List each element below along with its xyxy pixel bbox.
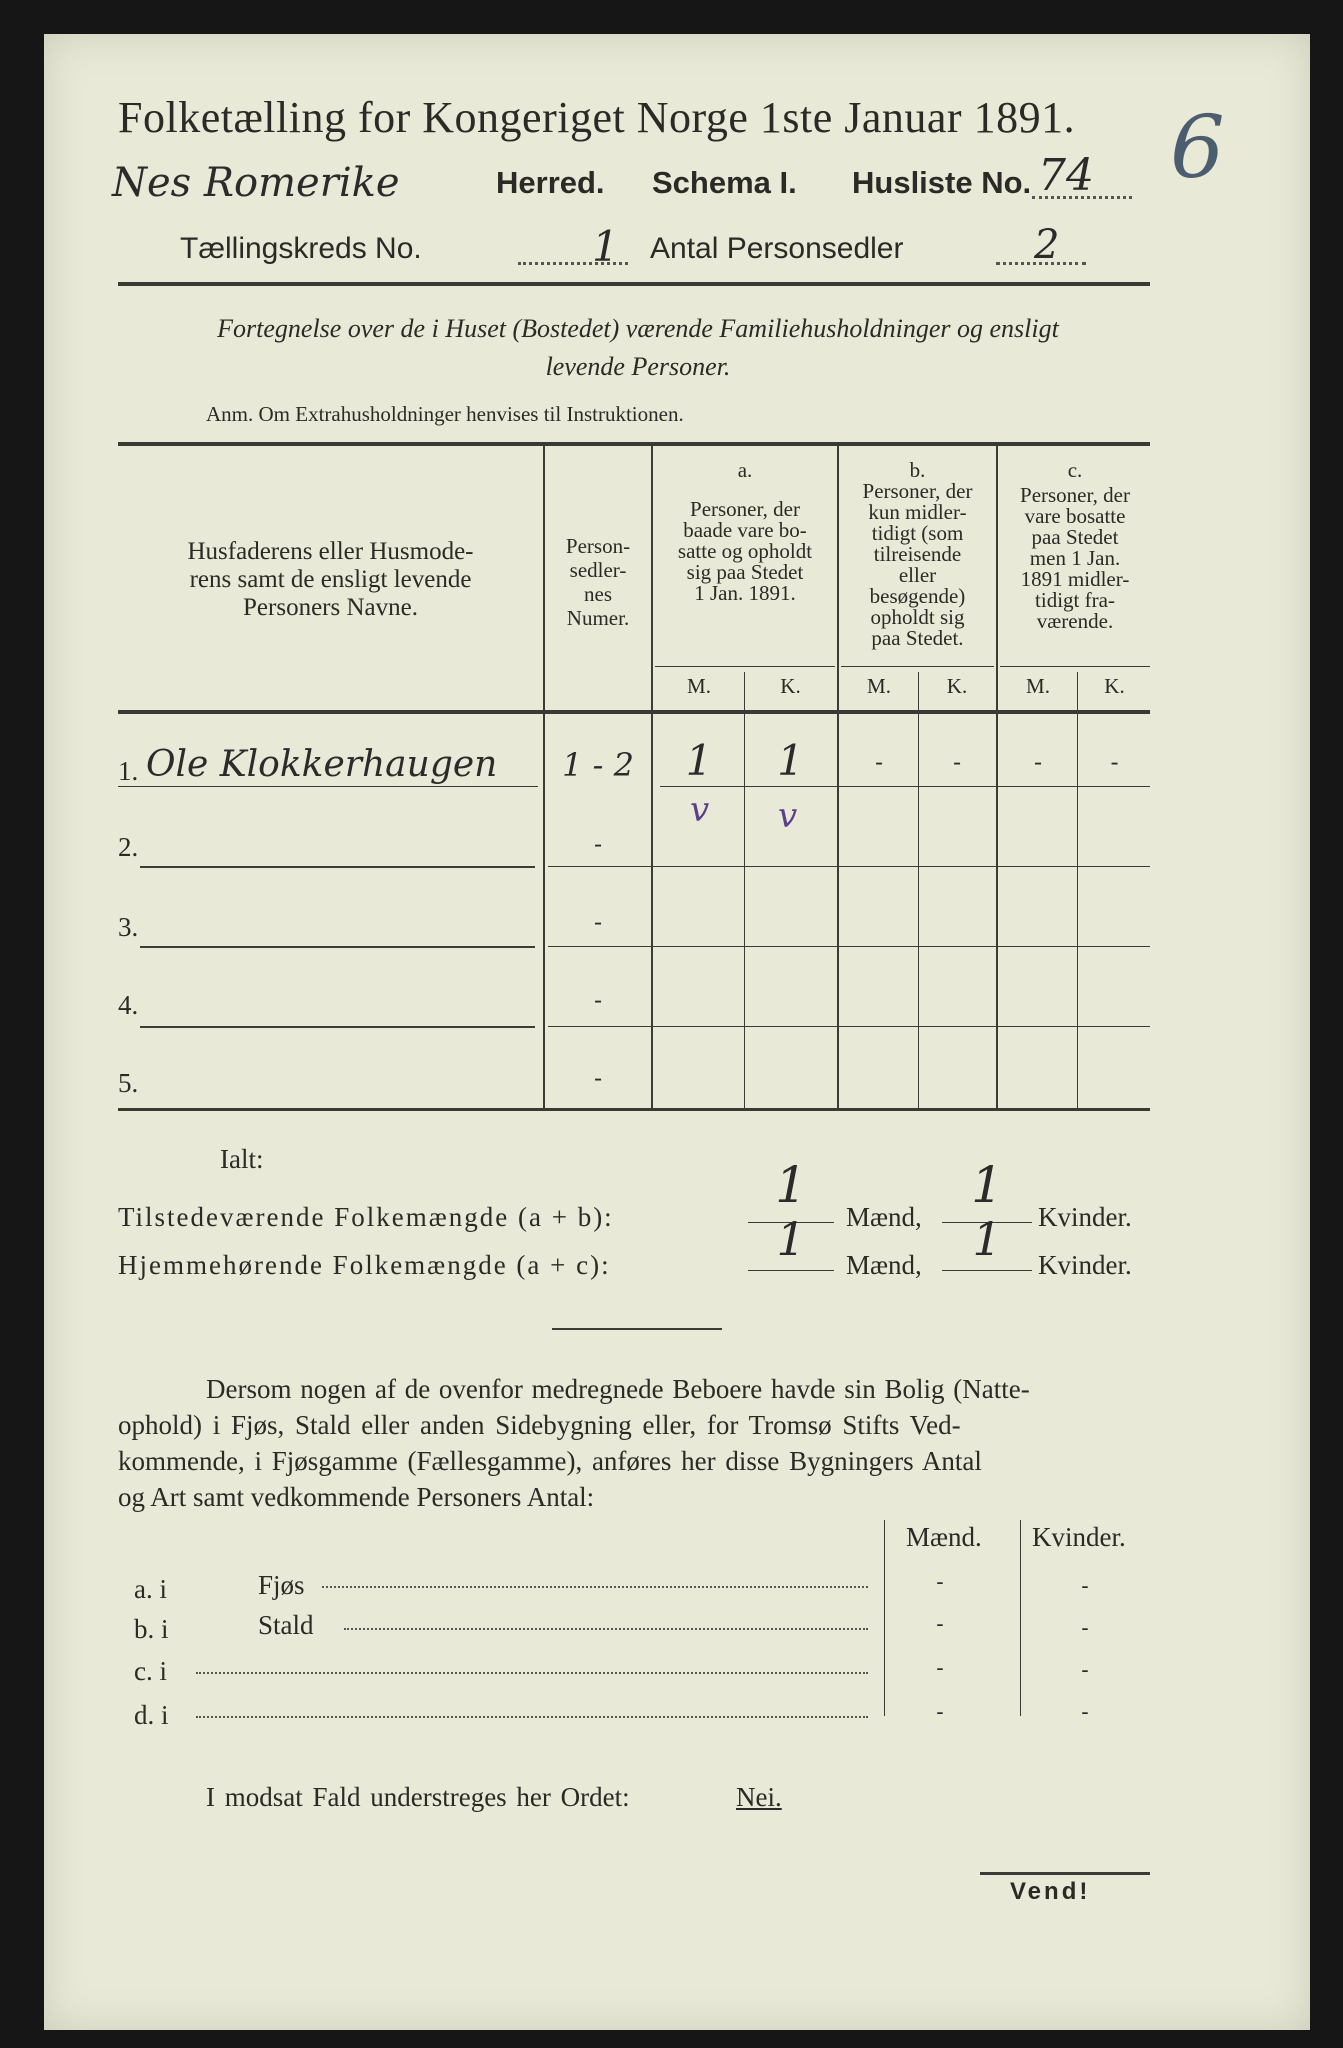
count-c-k: - <box>1110 748 1119 776</box>
col-b-line: opholdt sig <box>870 605 965 629</box>
col-b-k-label: K. <box>946 674 968 698</box>
col-a-m-label: M. <box>687 674 711 698</box>
building-dotted-line <box>344 1628 868 1630</box>
building-dotted-line <box>322 1586 868 1588</box>
col-a-letter: a. <box>737 458 753 482</box>
tilstede-kvinder-handwritten: 1 <box>971 1156 1003 1214</box>
intro-heading-line1: Fortegnelse over de i Huset (Bostedet) værende Familiehusholdninger og ensligt <box>217 314 1059 343</box>
col-header-number-line: sedler- <box>569 558 627 582</box>
row-line <box>140 866 535 868</box>
row-number: 4. <box>118 990 139 1020</box>
total-fill-line <box>748 1270 834 1271</box>
col-a-line: satte og opholdt <box>677 539 813 563</box>
col-c-line: paa Stedet <box>1031 525 1119 549</box>
building-maend-value: - <box>936 1700 944 1725</box>
hjemme-label: Hjemmehørende Folkemængde (a + c): <box>118 1250 611 1280</box>
buildings-divider <box>884 1520 885 1716</box>
col-header-number-line: Person- <box>565 534 631 558</box>
row-line <box>140 946 535 948</box>
buildings-col-kvinder: Kvinder. <box>1032 1522 1126 1552</box>
col-a-line: sig paa Stedet <box>686 560 804 584</box>
building-row-label: b. i <box>134 1614 169 1644</box>
row-number: 3. <box>118 912 139 942</box>
count-c-m: - <box>1033 748 1043 776</box>
building-kvinder-value: - <box>1081 1616 1089 1641</box>
buildings-para-line: ophold) i Fjøs, Stald eller anden Sidebygning eller, for Tromsø Stifts Ved- <box>118 1410 961 1440</box>
mk-subrule <box>655 666 835 667</box>
nei-word-underlined: Nei. <box>736 1782 782 1812</box>
intro-heading-line2: levende Personer. <box>545 352 731 381</box>
col-b-line: kun midler- <box>868 500 967 524</box>
col-c-letter: c. <box>1067 458 1083 482</box>
table-divider <box>543 446 545 1110</box>
building-maend-value: - <box>936 1570 944 1595</box>
husliste-number-handwritten: 74 <box>1038 150 1094 201</box>
col-b-line: tidigt (som <box>871 521 964 545</box>
kvinder-label: Kvinder. <box>1038 1250 1132 1280</box>
buildings-divider <box>1020 1520 1021 1716</box>
husliste-dotted-line <box>1032 196 1132 199</box>
count-b-m: - <box>874 748 884 776</box>
tilstede-maend-handwritten: 1 <box>775 1156 807 1214</box>
building-row-label: c. i <box>134 1656 167 1686</box>
table-divider <box>996 446 998 1110</box>
footer-rule <box>980 1872 1150 1875</box>
table-subdivider <box>918 672 919 1110</box>
col-header-number <box>547 534 649 630</box>
col-b-letter: b. <box>909 458 926 482</box>
col-b-m-label: M. <box>867 674 891 698</box>
husliste-label: Husliste No. <box>852 165 1032 200</box>
kreds-label: Tællingskreds No. <box>180 232 422 265</box>
building-kvinder-value: - <box>1081 1574 1089 1599</box>
buildings-para-line: og Art samt vedkommende Personers Antal: <box>118 1482 595 1512</box>
col-header-c <box>1000 460 1150 632</box>
hjemme-maend-handwritten: 1 <box>776 1212 806 1266</box>
table-divider <box>837 446 839 1110</box>
maend-label: Mænd, <box>846 1250 922 1280</box>
modsat-label: I modsat Fald understreges her Ordet: <box>206 1782 630 1812</box>
intro-note: Anm. Om Extrahusholdninger henvises til Instruktionen. <box>206 402 684 426</box>
building-row-name: Stald <box>258 1610 314 1640</box>
building-row-name: Fjøs <box>258 1570 305 1600</box>
building-dotted-line <box>196 1716 868 1718</box>
kvinder-label: Kvinder. <box>1038 1202 1132 1232</box>
row-line <box>660 786 1150 787</box>
col-c-line: vare bosatte <box>1024 504 1126 528</box>
row-line <box>548 946 1150 947</box>
row-line <box>548 866 1150 867</box>
building-row-label: a. i <box>134 1574 167 1604</box>
count-a-m: 1 <box>685 736 713 785</box>
building-maend-value: - <box>936 1612 944 1637</box>
col-header-b <box>841 460 994 649</box>
col-header-a <box>655 460 835 604</box>
check-mark: v <box>690 790 710 830</box>
form-title: Folketælling for Kongeriget Norge 1ste Januar 1891. <box>118 93 1076 142</box>
check-mark: v <box>778 796 798 836</box>
herred-name-handwritten: Nes Romerike <box>112 160 400 206</box>
col-b-line: eller <box>898 563 937 587</box>
personsedler-number: - <box>593 830 603 858</box>
building-kvinder-value: - <box>1081 1658 1089 1683</box>
herred-label: Herred. <box>496 165 605 200</box>
count-a-k: 1 <box>777 736 804 785</box>
col-c-k-label: K. <box>1104 674 1125 698</box>
col-header-number-line: nes <box>584 582 612 606</box>
personsedler-number: - <box>593 986 603 1014</box>
kreds-number-handwritten: 1 <box>592 222 619 271</box>
buildings-col-maend: Mænd. <box>906 1522 982 1552</box>
hjemme-kvinder-handwritten: 1 <box>972 1212 1002 1266</box>
row-number: 5. <box>118 1068 139 1098</box>
personsedler-number: 1 - 2 <box>562 746 634 784</box>
col-c-line: men 1 Jan. <box>1029 546 1121 570</box>
building-dotted-line <box>196 1672 868 1674</box>
col-a-line: baade vare bo- <box>683 518 807 542</box>
buildings-para-line: kommende, i Fjøsgamme (Fællesgamme), anføres her disse Bygningers Antal <box>118 1446 982 1476</box>
building-kvinder-value: - <box>1081 1700 1089 1725</box>
row-line <box>548 1026 1150 1027</box>
total-fill-line <box>942 1270 1032 1271</box>
table-subdivider <box>744 672 745 1110</box>
col-c-m-label: M. <box>1026 674 1050 698</box>
personsedler-number: - <box>593 908 603 936</box>
col-header-names-line: rens samt de ensligt levende <box>189 566 472 593</box>
col-c-line: værende. <box>1036 609 1114 633</box>
col-b-line: Personer, der <box>862 479 973 503</box>
buildings-para-line: Dersom nogen af de ovenfor medregnede Beboere havde sin Bolig (Natte- <box>206 1374 1030 1404</box>
person-name-handwritten: Ole Klokkerhaugen <box>146 744 498 785</box>
col-b-line: paa Stedet. <box>871 626 964 650</box>
row-number: 2. <box>118 832 139 862</box>
col-b-line: tilreisende <box>873 542 962 566</box>
col-a-line: 1 Jan. 1891. <box>694 581 796 605</box>
col-c-line: Personer, der <box>1020 483 1130 507</box>
tilstede-label: Tilstedeværende Folkemængde (a + b): <box>118 1202 614 1232</box>
vend-label: Vend! <box>1010 1878 1091 1905</box>
row-line <box>118 786 538 787</box>
ialt-label: Ialt: <box>220 1144 264 1174</box>
section-divider <box>552 1328 722 1330</box>
antal-label: Antal Personsedler <box>650 232 904 265</box>
col-c-line: 1891 midler- <box>1020 567 1130 591</box>
building-row-label: d. i <box>134 1700 169 1730</box>
header-rule <box>118 282 1150 286</box>
col-header-names <box>128 538 533 622</box>
row-number: 1. <box>118 756 139 786</box>
mk-subrule <box>1000 666 1150 667</box>
col-b-line: besøgende) <box>869 584 966 608</box>
personsedler-number: - <box>593 1064 603 1092</box>
col-header-number-line: Numer. <box>566 606 630 630</box>
count-b-k: - <box>952 748 962 776</box>
col-a-line: Personer, der <box>690 497 800 521</box>
col-a-k-label: K. <box>780 674 801 698</box>
col-c-line: tidigt fra- <box>1035 588 1115 612</box>
schema-label: Schema I. <box>652 165 797 200</box>
building-maend-value: - <box>936 1656 944 1681</box>
row-line <box>140 1026 535 1028</box>
table-divider <box>651 446 653 1110</box>
antal-number-handwritten: 2 <box>1034 222 1060 268</box>
maend-label: Mænd, <box>846 1202 922 1232</box>
page-number-handwritten: 6 <box>1170 98 1225 198</box>
mk-subrule <box>841 666 994 667</box>
col-header-names-line: Husfaderens eller Husmode- <box>187 538 474 565</box>
table-subdivider <box>1077 672 1078 1110</box>
col-header-names-line: Personers Navne. <box>243 594 418 621</box>
